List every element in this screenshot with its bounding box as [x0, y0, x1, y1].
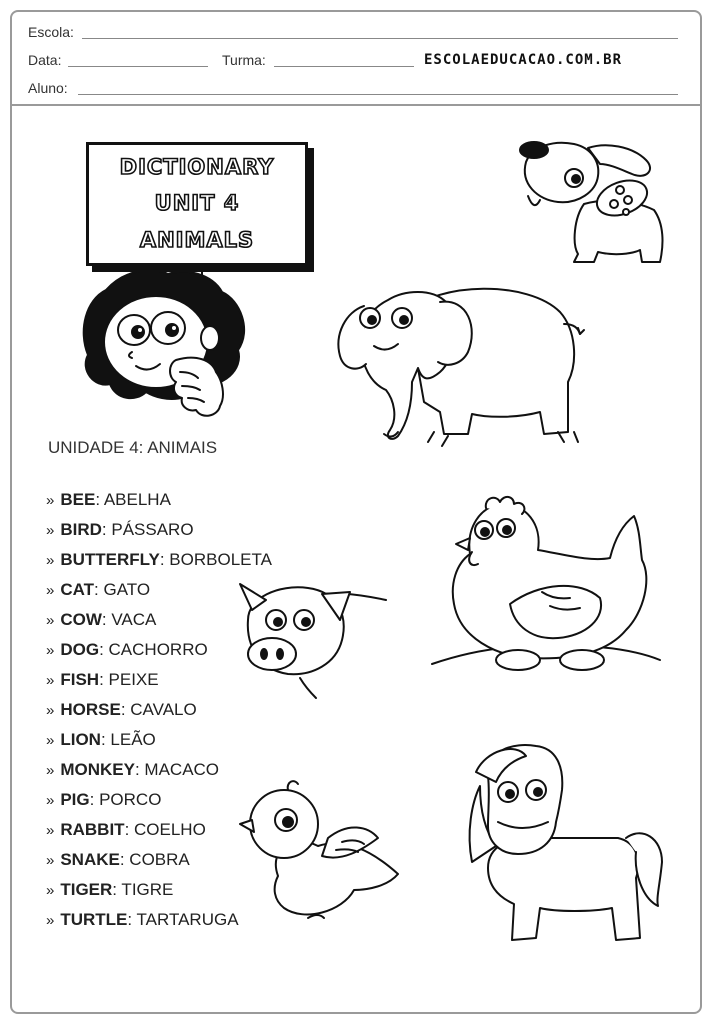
dictionary-sign: [86, 142, 308, 266]
bullet-icon: »: [46, 552, 55, 569]
bullet-icon: »: [46, 612, 55, 629]
date-field[interactable]: [68, 66, 208, 67]
english-word: PIG: [60, 790, 90, 809]
sign-line-1: DICTIONARY: [119, 154, 275, 179]
english-word: TIGER: [60, 880, 113, 899]
student-label: Aluno:: [28, 80, 68, 96]
english-word: BIRD: [60, 520, 102, 539]
vocabulary-list: [46, 488, 272, 938]
portuguese-translation: : BORBOLETA: [159, 550, 272, 569]
english-word: SNAKE: [60, 850, 120, 869]
vocabulary-item: [46, 788, 272, 818]
hen-illustration: [430, 494, 662, 680]
vocabulary-item: [46, 548, 272, 578]
bullet-icon: »: [46, 582, 55, 599]
english-word: BUTTERFLY: [60, 550, 160, 569]
sign-line-3: ANIMALS: [139, 228, 255, 253]
bullet-icon: »: [46, 882, 55, 899]
english-word: BEE: [60, 490, 96, 509]
bullet-icon: »: [46, 522, 55, 539]
english-word: MONKEY: [60, 760, 135, 779]
english-word: HORSE: [60, 700, 121, 719]
bullet-icon: »: [46, 492, 55, 509]
site-url: ESCOLAEDUCACAO.COM.BR: [424, 52, 623, 68]
vocabulary-item: [46, 638, 272, 668]
portuguese-translation: : CAVALO: [120, 700, 197, 719]
dog-illustration: [514, 134, 664, 268]
student-field[interactable]: [78, 94, 678, 95]
portuguese-translation: : PORCO: [89, 790, 162, 809]
bullet-icon: »: [46, 642, 55, 659]
vocabulary-item: [46, 848, 272, 878]
vocabulary-item: [46, 518, 272, 548]
english-word: RABBIT: [60, 820, 125, 839]
portuguese-translation: : LEÃO: [100, 730, 156, 749]
portuguese-translation: : VACA: [101, 610, 157, 629]
bullet-icon: »: [46, 702, 55, 719]
bullet-icon: »: [46, 792, 55, 809]
school-label: Escola:: [28, 24, 74, 40]
portuguese-translation: : PEIXE: [99, 670, 159, 689]
portuguese-translation: : COELHO: [124, 820, 206, 839]
portuguese-translation: : MACACO: [134, 760, 220, 779]
english-word: DOG: [60, 640, 100, 659]
portuguese-translation: : ABELHA: [95, 490, 171, 509]
date-label: Data:: [28, 52, 62, 68]
portuguese-translation: : CACHORRO: [99, 640, 208, 659]
english-word: COW: [60, 610, 102, 629]
vocabulary-item: [46, 608, 272, 638]
bullet-icon: »: [46, 912, 55, 929]
bullet-icon: »: [46, 762, 55, 779]
portuguese-translation: : TARTARUGA: [127, 910, 239, 929]
vocabulary-item: [46, 578, 272, 608]
horse-illustration: [466, 742, 666, 954]
portuguese-translation: : GATO: [94, 580, 151, 599]
english-word: TURTLE: [60, 910, 128, 929]
vocabulary-item: [46, 908, 272, 938]
bullet-icon: »: [46, 852, 55, 869]
vocabulary-item: [46, 878, 272, 908]
vocabulary-item: [46, 488, 272, 518]
header-divider: [10, 104, 702, 106]
class-field[interactable]: [274, 66, 414, 67]
class-label: Turma:: [222, 52, 266, 68]
vocabulary-item: [46, 698, 272, 728]
elephant-illustration: [328, 272, 584, 456]
bullet-icon: »: [46, 672, 55, 689]
girl-illustration: [76, 260, 256, 430]
english-word: LION: [60, 730, 101, 749]
vocabulary-item: [46, 668, 272, 698]
bullet-icon: »: [46, 822, 55, 839]
vocabulary-item: [46, 758, 272, 788]
school-field[interactable]: [82, 38, 678, 39]
vocabulary-item: [46, 728, 272, 758]
unit-subtitle: UNIDADE 4: ANIMAIS: [48, 438, 218, 457]
bullet-icon: »: [46, 732, 55, 749]
english-word: CAT: [60, 580, 95, 599]
portuguese-translation: : PÁSSARO: [101, 520, 194, 539]
english-word: FISH: [60, 670, 100, 689]
portuguese-translation: : TIGRE: [112, 880, 174, 899]
portuguese-translation: : COBRA: [119, 850, 190, 869]
sign-line-2: UNIT 4: [154, 191, 240, 216]
vocabulary-item: [46, 818, 272, 848]
